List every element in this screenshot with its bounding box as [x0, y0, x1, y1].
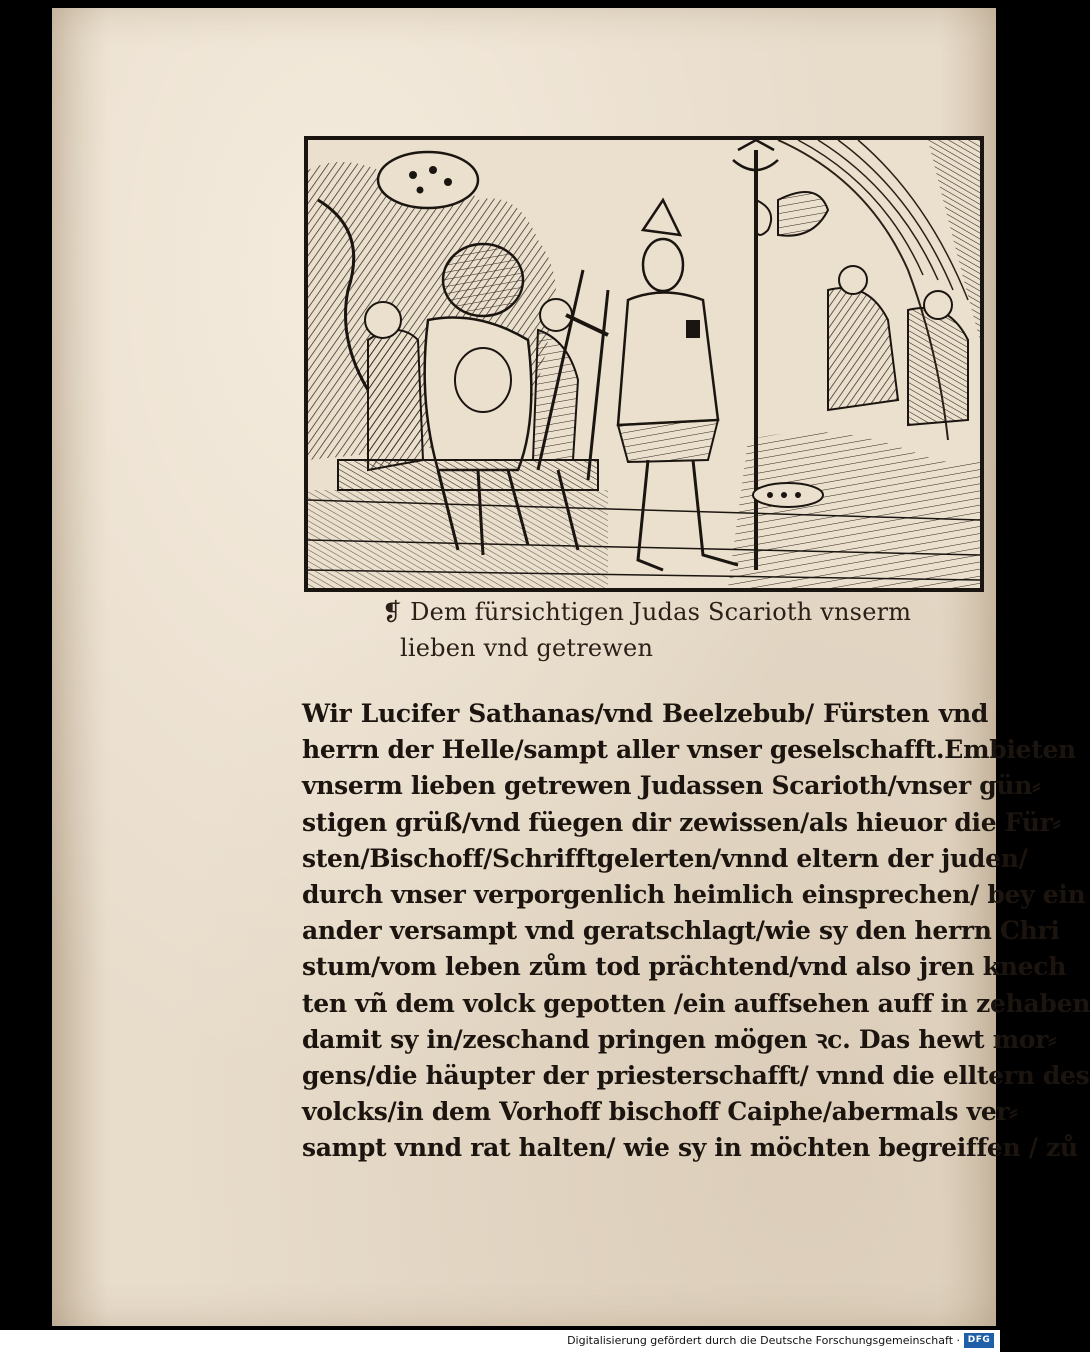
body-line-11: gens/die häupter der priesterschafft/ vnnd die elltern des — [302, 1061, 1090, 1091]
digitization-credit-bar — [0, 1330, 1000, 1352]
body-line-1: Wir Lucifer Sathanas/vnd Beelzebub/ Fürsten vnd — [302, 699, 988, 728]
body-line-2: herrn der Helle/sampt aller vnser geselschafft.Embieten — [302, 735, 1076, 765]
body-line-10: damit sy in/zeschand pringen mögen ꝛc. Das hewt mor⸗ — [302, 1024, 1057, 1054]
woodcut-illustration — [304, 136, 984, 592]
body-line-8: stum/vom leben zům tod prächtend/vnd also jren knech — [302, 952, 1067, 982]
caption-line-1: ❡ Dem fürsichtigen Judas Scarioth vnserm — [382, 598, 912, 626]
body-line-13: sampt vnnd rat halten/ wie sy in möchten begreiffen / zů — [302, 1133, 1078, 1163]
body-line-6: durch vnser verporgenlich heimlich einsprechen/ bey ein — [302, 880, 1086, 910]
body-line-7: ander versampt vnd geratschlagt/wie sy den herrn Chri — [302, 916, 1060, 946]
illustration-caption — [382, 594, 982, 666]
letter-body-text — [302, 696, 1090, 1167]
caption-line-2: lieben vnd getrewen — [400, 634, 654, 662]
body-line-5: sten/Bischoff/Schrifftgelerten/vnnd eltern der juden/ — [302, 843, 1028, 873]
woodcut-image — [308, 140, 980, 588]
dfg-logo-icon: DFG — [964, 1333, 994, 1348]
body-line-3: vnserm lieben getrewen Judassen Scarioth/vnser gün⸗ — [302, 771, 1041, 801]
book-page — [52, 8, 1090, 1326]
body-line-12: volcks/in dem Vorhoff bischoff Caiphe/abermals ver⸗ — [302, 1097, 1018, 1127]
dfg-credit-text: Digitalisierung gefördert durch die Deutsche Forschungsgemeinschaft · — [567, 1334, 960, 1347]
body-line-4: stigen grüß/vnd füegen dir zewissen/als hieuor die Für⸗ — [302, 807, 1061, 837]
body-line-9: ten vñ dem volck gepotten /ein auffsehen auff in zehaben — [302, 988, 1090, 1018]
